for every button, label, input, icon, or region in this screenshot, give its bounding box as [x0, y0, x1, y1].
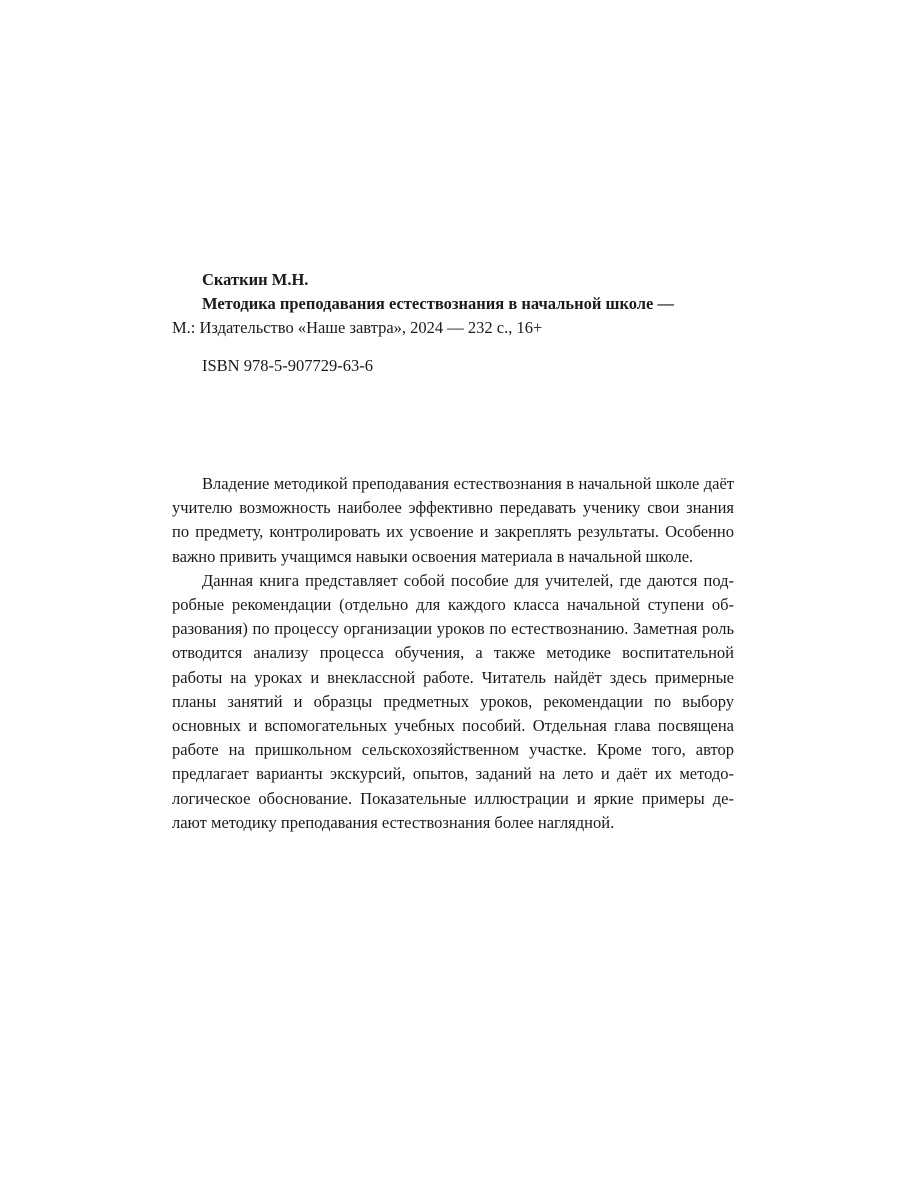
book-abstract	[172, 472, 734, 835]
bibliographic-record	[172, 268, 732, 378]
isbn-number: ISBN 978-5-907729-63-6	[202, 356, 373, 375]
author-name: Скаткин М.Н.	[202, 270, 309, 289]
book-title: Методика преподавания естествознания в начальной школе —	[202, 294, 675, 313]
publication-imprint: М.: Издательство «Наше завтра», 2024 — 232 с., 16+	[172, 318, 543, 337]
abstract-paragraph-2: Данная книга представляет собой пособие для учителей, где даются подробные рекомендации (отдельно для каждого класса начальной ступени образования) по процессу организации уроков по естествознанию. Заметная роль отводится анализу процесса обучения, а также методике воспитательной работы на уроках и внеклассной работе. Читатель найдёт здесь примерные планы занятий и образцы предметных уроков, рекомендации по выбору основных и вспомогательных учебных пособий. Отдельная глава посвящена работе на пришкольном сельскохозяйственном участке. Кроме того, автор предлагает варианты экскурсий, опытов, заданий на лето и даёт их методологическое обоснование. Показательные иллюстрации и яркие примеры делают методику преподавания естествознания более наглядной.	[172, 570, 734, 832]
abstract-paragraph-1: Владение методикой преподавания естествознания в начальной школе даёт учителю возможность наиболее эффективно передавать ученику свои знания по предмету, контролировать их усвоение и закреплять результаты. Особенно важно привить учащимся навыки освоения материала в начальной школе.	[172, 474, 734, 566]
